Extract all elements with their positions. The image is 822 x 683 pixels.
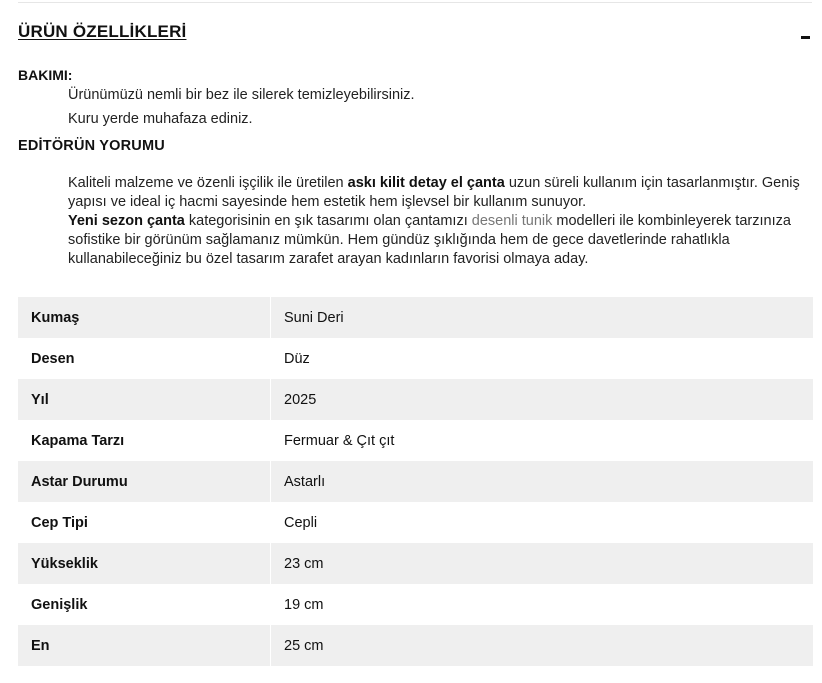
minus-icon[interactable] [798,22,812,44]
spec-value: Fermuar & Çıt çıt [271,420,814,461]
table-row [18,297,813,338]
spec-value: 2025 [271,379,814,420]
editor-comment [68,174,813,269]
editor-text: modelleri ile kombinleyerek tarzınıza sofistike bir görünüm sağlamanız mümkün. Hem gündüz şıklığında hem de gece davetlerinde rahatlıkla kullanabileceğiniz bu özel tasarım zarafet arayan kadınların favorisi olmaya aday. [68,213,791,267]
spec-value: Cepli [271,502,814,543]
spec-value: 19 cm [271,584,814,625]
spec-key: Yıl [18,379,271,420]
spec-value: 25 cm [271,625,814,666]
editor-text: uzun süreli kullanım için tasarlanmıştır. Geniş yapısı ve ideal iç hacmi sayesinde hem estetik hem işlevsel bir kullanım sunuyor. [68,175,800,210]
spec-value: 23 cm [271,543,814,584]
section-title[interactable]: ÜRÜN ÖZELLİKLERİ [18,22,187,41]
table-row [18,625,813,666]
spec-key: Kumaş [18,297,271,338]
section-header[interactable] [18,22,812,48]
editor-bold-text: askı kilit detay el çanta [347,175,505,191]
table-row [18,420,813,461]
editor-bold-text: Yeni sezon çanta [68,213,185,229]
spec-key: Desen [18,338,271,379]
care-line: Kuru yerde muhafaza ediniz. [68,111,253,127]
editor-label: EDİTÖRÜN YORUMU [18,138,165,154]
table-row [18,338,813,379]
spec-table [18,297,813,666]
care-line: Ürünümüzü nemli bir bez ile silerek temizleyebilirsiniz. [68,87,415,103]
spec-value: Düz [271,338,814,379]
spec-key: Kapama Tarzı [18,420,271,461]
spec-value: Suni Deri [271,297,814,338]
top-divider [18,2,812,3]
editor-text: kategorisinin en şık tasarımı olan çantamızı [184,213,472,229]
table-row [18,543,813,584]
spec-key: Cep Tipi [18,502,271,543]
spec-value: Astarlı [271,461,814,502]
desenli-tunik-link[interactable]: desenli tunik [471,213,553,229]
spec-key: En [18,625,271,666]
table-row [18,461,813,502]
table-row [18,584,813,625]
spec-key: Genişlik [18,584,271,625]
spec-key: Yükseklik [18,543,271,584]
spec-key: Astar Durumu [18,461,271,502]
editor-text: Kaliteli malzeme ve özenli işçilik ile üretilen [68,175,348,191]
table-row [18,379,813,420]
care-label: BAKIMI: [18,67,73,83]
table-row [18,502,813,543]
